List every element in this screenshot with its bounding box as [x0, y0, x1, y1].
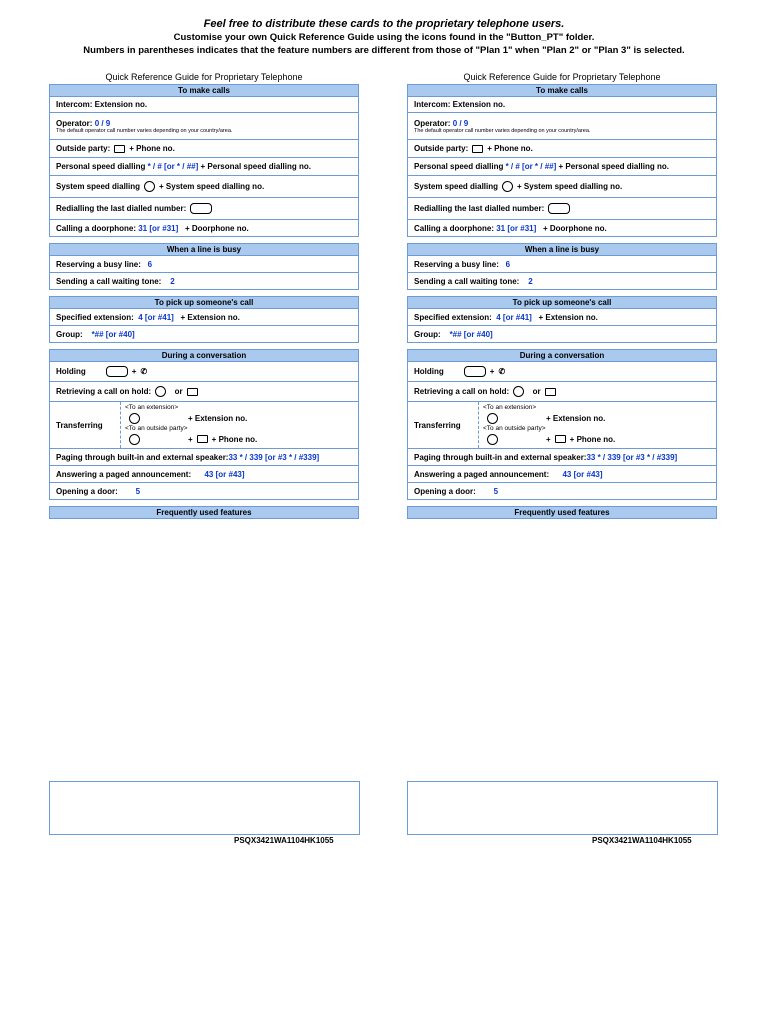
- operator-row: Operator: 0 / 9 The default operator call number varies depending on your country/area.: [50, 112, 358, 139]
- personal-speed-dial-row: Personal speed dialling * / # [or * / ##] + Personal speed dialling no.: [408, 157, 716, 175]
- footer-code-left: PSQX3421WA1104HK1055: [234, 836, 334, 845]
- section-header-busy: When a line is busy: [407, 243, 717, 256]
- outside-party-row: Outside party: + Phone no.: [50, 139, 358, 157]
- section-pickup: [49, 309, 359, 343]
- transfer-icon: [487, 434, 498, 445]
- transfer-icon: [487, 413, 498, 424]
- redial-row: Redialling the last dialled number:: [408, 197, 716, 219]
- reserve-row: Reserving a busy line: 6: [56, 259, 153, 269]
- transfer-icon: [129, 434, 140, 445]
- outside-party-row: Outside party: + Phone no.: [408, 139, 716, 157]
- hold-button-icon: [106, 366, 128, 377]
- section-header-busy: When a line is busy: [49, 243, 359, 256]
- memo-box-right: [407, 781, 718, 835]
- section-header-make-calls: To make calls: [407, 84, 717, 97]
- section-header-make-calls: To make calls: [49, 84, 359, 97]
- redial-button-icon: [548, 203, 570, 214]
- holding-row: Holding + ✆: [56, 367, 148, 376]
- intro-text: [0, 18, 768, 57]
- footer-code-right: PSQX3421WA1104HK1055: [592, 836, 692, 845]
- intercom-row: Intercom: Extension no.: [414, 100, 506, 109]
- section-header-conversation: During a conversation: [407, 349, 717, 362]
- reference-card-left: [49, 72, 359, 519]
- section-conversation: [49, 362, 359, 500]
- section-header-frequent: Frequently used features: [407, 506, 717, 519]
- transfer-row: Transferring <To an extension> + Extension no. <To an outside party> + + Phone no.: [408, 401, 716, 448]
- specified-extension-row: Specified extension: 4 [or #41] + Extension no.: [56, 312, 240, 322]
- answer-page-row: Answering a paged announcement: 43 [or #43]: [50, 465, 358, 482]
- holding-row: Holding + ✆: [414, 367, 506, 376]
- section-header-frequent: Frequently used features: [49, 506, 359, 519]
- intercom-icon: [155, 386, 166, 397]
- intro-line-3: Numbers in parentheses indicates that the feature numbers are different from those of "Plan 1" when "Plan 2" or "Plan 3" is selected.: [83, 45, 685, 56]
- co-button-icon: [555, 435, 566, 444]
- section-header-pickup: To pick up someone's call: [407, 296, 717, 309]
- intercom-icon: [513, 386, 524, 397]
- intercom-row: Intercom: Extension no.: [56, 100, 148, 109]
- section-header-pickup: To pick up someone's call: [49, 296, 359, 309]
- hold-button-icon: [464, 366, 486, 377]
- co-button-icon: [197, 435, 208, 444]
- section-make-calls: [49, 97, 359, 237]
- paging-row: Paging through built-in and external speaker: 33 * / 339 [or #3 * / #339]: [408, 448, 716, 465]
- redial-button-icon: [190, 203, 212, 214]
- intro-line-2: Customise your own Quick Reference Guide using the icons found in the "Button_PT" folder.: [173, 32, 595, 43]
- section-conversation: [407, 362, 717, 500]
- co-button-icon: [114, 144, 125, 153]
- retrieve-row: Retrieving a call on hold: or: [50, 381, 358, 401]
- card-title: Quick Reference Guide for Proprietary Telephone: [105, 72, 303, 82]
- handset-icon: ✆: [498, 367, 506, 376]
- co-button-icon: [545, 387, 556, 396]
- group-row: Group: *## [or #40]: [408, 325, 716, 342]
- doorphone-row: Calling a doorphone: 31 [or #31] + Doorphone no.: [408, 219, 716, 236]
- intercom-store-icon: [502, 181, 513, 192]
- open-door-row: Opening a door: 5: [50, 482, 358, 499]
- memo-box-left: [49, 781, 360, 835]
- open-door-row: Opening a door: 5: [408, 482, 716, 499]
- waiting-tone-row: Sending a call waiting tone: 2: [50, 272, 358, 289]
- doorphone-row: Calling a doorphone: 31 [or #31] + Doorphone no.: [50, 219, 358, 236]
- group-row: Group: *## [or #40]: [50, 325, 358, 342]
- specified-extension-row: Specified extension: 4 [or #41] + Extension no.: [414, 312, 598, 322]
- intercom-store-icon: [144, 181, 155, 192]
- operator-row: Operator: 0 / 9 The default operator call number varies depending on your country/area.: [408, 112, 716, 139]
- co-button-icon: [187, 387, 198, 396]
- retrieve-row: Retrieving a call on hold: or: [408, 381, 716, 401]
- waiting-tone-row: Sending a call waiting tone: 2: [408, 272, 716, 289]
- section-busy: [49, 256, 359, 290]
- section-pickup: [407, 309, 717, 343]
- answer-page-row: Answering a paged announcement: 43 [or #43]: [408, 465, 716, 482]
- reference-card-right: [407, 72, 717, 519]
- section-busy: [407, 256, 717, 290]
- handset-icon: ✆: [140, 367, 148, 376]
- card-title: Quick Reference Guide for Proprietary Telephone: [463, 72, 661, 82]
- reserve-row: Reserving a busy line: 6: [414, 259, 511, 269]
- section-make-calls: [407, 97, 717, 237]
- system-speed-dial-row: System speed dialling + System speed dialling no.: [408, 175, 716, 197]
- co-button-icon: [472, 144, 483, 153]
- redial-row: Redialling the last dialled number:: [50, 197, 358, 219]
- personal-speed-dial-row: Personal speed dialling * / # [or * / ##] + Personal speed dialling no.: [50, 157, 358, 175]
- paging-row: Paging through built-in and external speaker: 33 * / 339 [or #3 * / #339]: [50, 448, 358, 465]
- system-speed-dial-row: System speed dialling + System speed dialling no.: [50, 175, 358, 197]
- intro-line-1: Feel free to distribute these cards to the proprietary telephone users.: [203, 18, 565, 30]
- transfer-icon: [129, 413, 140, 424]
- section-header-conversation: During a conversation: [49, 349, 359, 362]
- transfer-row: Transferring <To an extension> + Extension no. <To an outside party> + + Phone no.: [50, 401, 358, 448]
